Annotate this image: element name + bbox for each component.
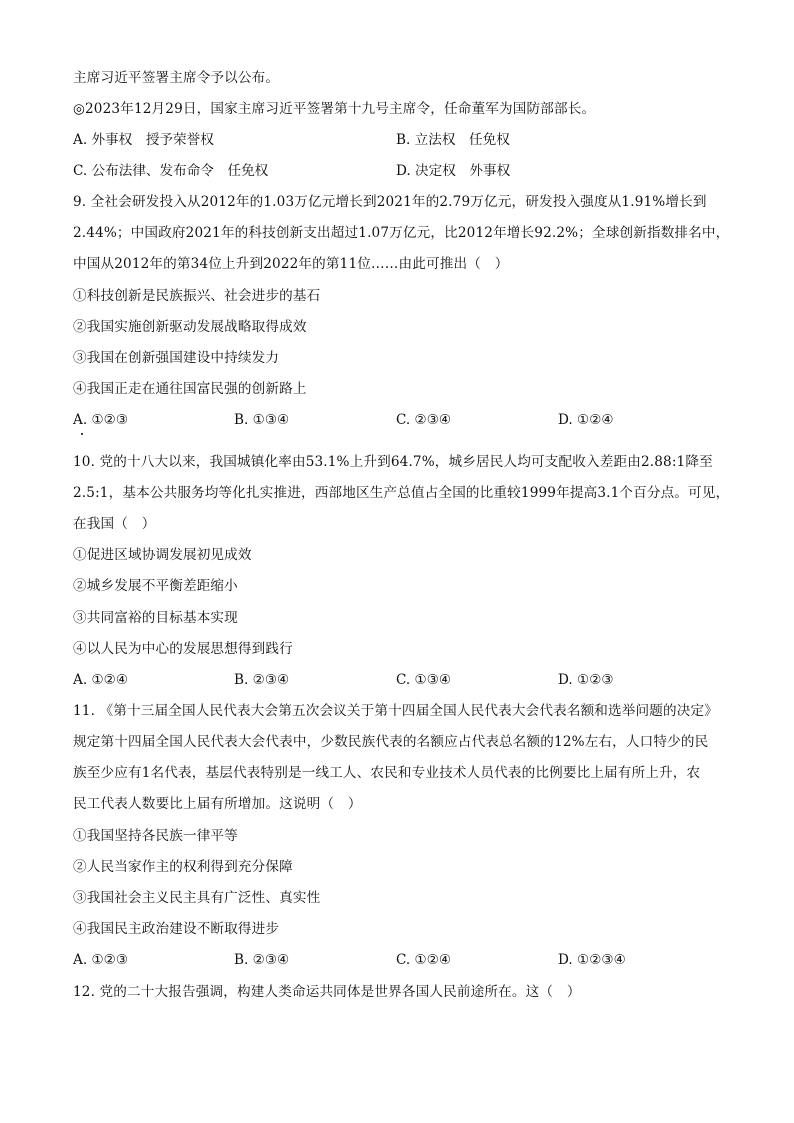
q10-statement-4: ④以人民为中心的发展思想得到践行 [73,641,293,657]
q8-text-line-1: 主席习近平签署主席令予以公布。 [73,70,280,86]
q8-text-line-2: ◎2023年12月29日，国家主席习近平签署第十九号主席令，任命董军为国防部部长。 [73,101,596,117]
q8-option-b: B. 立法权 任免权 [396,132,510,148]
q9-option-d: D. ①②④ [558,412,614,428]
q10-option-b: B. ②③④ [234,672,290,688]
q11-option-d: D. ①②③④ [558,952,626,968]
stray-mark [81,433,83,435]
q9-stem-line-2: 2.44%；中国政府2021年的科技创新支出超过1.07万亿元，比2012年增长92.2%；全球创新指数排名中， [73,225,730,241]
q10-stem-line-1: 10. 党的十八大以来，我国城镇化率由53.1%上升到64.7%，城乡居民人均可支配收入差距由2.88:1降至 [73,454,713,470]
q9-stem-line-3: 中国从2012年的第34位上升到2022年的第11位……由此可推出（ ） [73,256,509,272]
q10-statement-2: ②城乡发展不平衡差距缩小 [73,578,238,594]
q8-option-c: C. 公布法律、发布命令 任免权 [73,163,269,179]
q10-statement-1: ①促进区域协调发展初见成效 [73,547,252,563]
q9-option-b: B. ①③④ [234,412,290,428]
q9-statement-1: ①科技创新是民族振兴、社会进步的基石 [73,288,321,304]
q8-option-d: D. 决定权 外事权 [396,163,511,179]
q8-option-a: A. 外事权 授予荣誉权 [73,132,214,148]
q9-option-a: A. ①②③ [73,412,129,428]
q11-stem-line-3: 族至少应有1名代表，基层代表特别是一线工人、农民和专业技术人员代表的比例要比上届有所上升，农 [73,765,701,781]
q11-statement-4: ④我国民主政治建设不断取得进步 [73,921,280,937]
q10-stem-line-3: 在我国（ ） [73,516,156,532]
q11-statement-1: ①我国坚持各民族一律平等 [73,828,238,844]
q9-statement-4: ④我国正走在通往国富民强的创新路上 [73,381,307,397]
q11-statement-3: ③我国社会主义民主具有广泛性、真实性 [73,890,321,906]
q10-option-c: C. ①③④ [396,672,452,688]
q9-statement-2: ②我国实施创新驱动发展战略取得成效 [73,319,307,335]
q11-option-b: B. ②③④ [234,952,290,968]
q10-option-a: A. ①②④ [73,672,129,688]
q11-stem-line-4: 民工代表人数要比上届有所增加。这说明（ ） [73,796,362,812]
q11-stem-line-2: 规定第十四届全国人民代表大会代表中，少数民族代表的名额应占代表总名额的12%左右，人口特少的民 [73,734,709,750]
q11-option-a: A. ①②③ [73,952,129,968]
q10-option-d: D. ①②③ [558,672,614,688]
q11-statement-2: ②人民当家作主的权利得到充分保障 [73,859,293,875]
q10-statement-3: ③共同富裕的目标基本实现 [73,610,238,626]
q11-stem-line-1: 11. 《第十三届全国人民代表大会第五次会议关于第十四届全国人民代表大会代表名额和选举问题的决定》 [73,703,719,719]
q12-stem-line-1: 12. 党的二十大报告强调，构建人类命运共同体是世界各国人民前途所在。这（ ） [73,984,581,1000]
q9-option-c: C. ②③④ [396,412,452,428]
q9-stem-line-1: 9. 全社会研发投入从2012年的1.03万亿元增长到2021年的2.79万亿元，研发投入强度从1.91%增长到 [73,194,707,210]
q11-option-c: C. ①②④ [396,952,452,968]
q9-statement-3: ③我国在创新强国建设中持续发力 [73,350,280,366]
q10-stem-line-2: 2.5:1，基本公共服务均等化扎实推进，西部地区生产总值占全国的比重较1999年提高3.1个百分点。可见， [73,485,730,501]
